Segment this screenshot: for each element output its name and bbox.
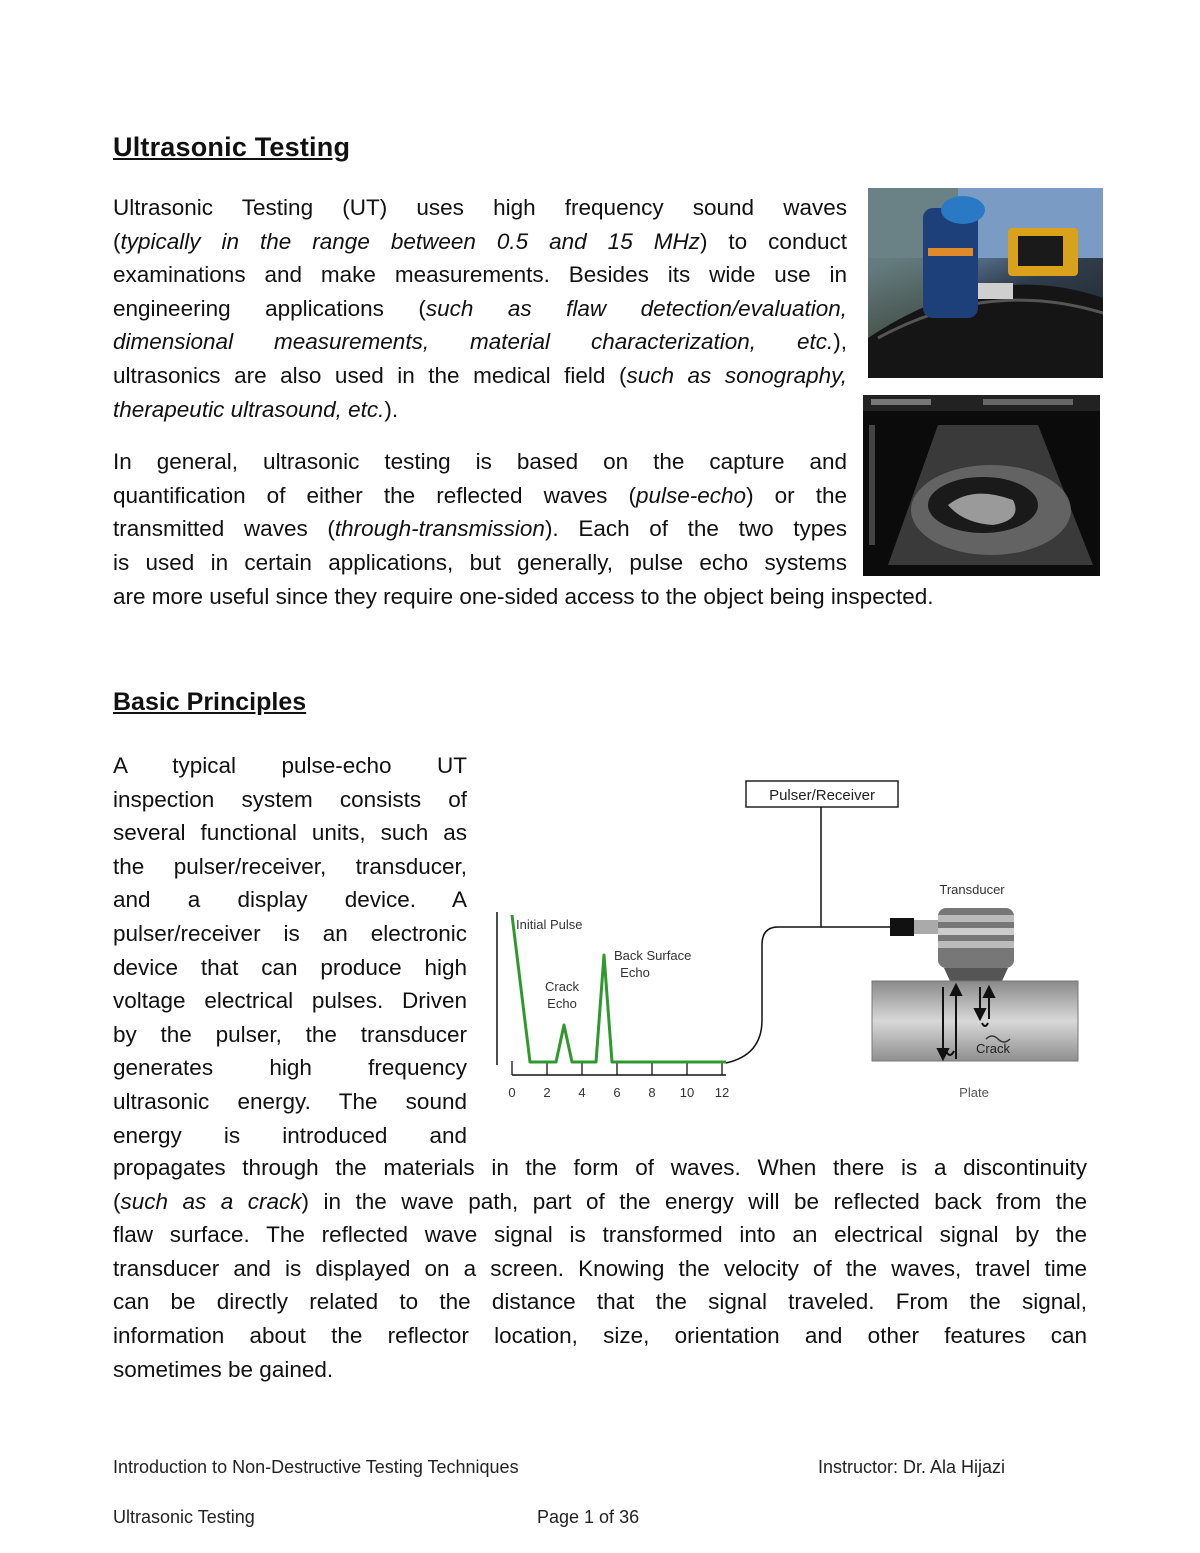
back-surface-label-2: Echo: [620, 965, 650, 980]
tick-label: 6: [613, 1085, 621, 1100]
text-line: and a display device. A: [113, 887, 467, 913]
intro-paragraph: [113, 191, 847, 426]
general-paragraph-tail: are more useful since they require one-sided access to the object being inspected.: [113, 584, 934, 609]
text-line: energy is introduced and: [113, 1122, 467, 1148]
text-line: device that can produce high: [113, 954, 467, 980]
text-line: transmitted waves (through-transmission). Each of the two types: [113, 516, 847, 542]
section-title-basic-principles: Basic Principles: [113, 688, 307, 716]
text-line: several functional units, such as: [113, 820, 467, 846]
text-line: engineering applications (such as flaw detection/evaluation,: [113, 295, 847, 321]
text-line: generates high frequency: [113, 1055, 467, 1081]
footer-course: Introduction to Non-Destructive Testing Techniques: [113, 1457, 519, 1477]
text-line: propagates through the materials in the form of waves. When there is a discontinuity: [113, 1155, 1087, 1180]
tick-label: 2: [543, 1085, 551, 1100]
ascan-ticks: [508, 1061, 729, 1100]
crack-label: Crack: [976, 1041, 1010, 1056]
text-line: sometimes be gained.: [113, 1356, 334, 1382]
tick-label: 0: [508, 1085, 516, 1100]
plate-label: Plate: [959, 1085, 989, 1100]
ut-inspection-photo: [868, 188, 1103, 378]
text-line: examinations and make measurements. Besides its wide use in: [113, 262, 847, 288]
text-line: therapeutic ultrasound, etc.).: [113, 396, 399, 422]
transducer-label: Transducer: [939, 882, 1005, 897]
basic-principles-paragraph: [113, 749, 467, 1152]
text-line: (such as a crack) in the wave path, part of the energy will be reflected back from the: [113, 1188, 1087, 1214]
pulser-receiver-label: Pulser/Receiver: [769, 787, 875, 804]
plate: [872, 981, 1078, 1061]
text-line: Ultrasonic Testing (UT) uses high frequency sound waves: [113, 195, 847, 220]
text-line: quantification of either the reflected waves (pulse-echo) or the: [113, 482, 848, 508]
initial-pulse-label: Initial Pulse: [516, 917, 583, 932]
text-line: pulser/receiver is an electronic: [113, 920, 467, 946]
back-surface-label-1: Back Surface: [614, 948, 692, 963]
tick-label: 12: [714, 1085, 730, 1100]
connector: [890, 918, 914, 936]
transducer-icon: [938, 908, 1014, 981]
text-line: flaw surface. The reflected wave signal is transformed into an electrical signal by the: [113, 1222, 1087, 1248]
general-paragraph: [113, 445, 847, 579]
tick-label: 8: [648, 1085, 656, 1100]
text-line: can be directly related to the distance that the signal traveled. From the signal,: [113, 1289, 1087, 1315]
sonography-image: [863, 395, 1100, 576]
text-line: ultrasonics are also used in the medical field (such as sonography,: [113, 362, 847, 388]
tick-label: 10: [679, 1085, 695, 1100]
tick-label: 4: [578, 1085, 586, 1100]
text-line: inspection system consists of: [113, 786, 467, 812]
text-line: (typically in the range between 0.5 and 15 MHz) to conduct: [113, 228, 847, 254]
text-line: A typical pulse-echo UT: [113, 753, 467, 778]
crack-echo-label-1: Crack: [545, 979, 579, 994]
text-line: by the pulser, the transducer: [113, 1021, 467, 1047]
page-title: Ultrasonic Testing: [113, 132, 351, 162]
text-line: In general, ultrasonic testing is based on the capture and: [113, 449, 847, 474]
text-line: information about the reflector location, size, orientation and other features can: [113, 1322, 1087, 1348]
cable: [726, 807, 821, 1063]
text-line: transducer and is displayed on a screen. Knowing the velocity of the waves, travel time: [113, 1255, 1087, 1281]
text-line: voltage electrical pulses. Driven: [113, 988, 467, 1014]
text-line: is used in certain applications, but generally, pulse echo systems: [113, 549, 847, 575]
footer-page-number: Page 1 of 36: [537, 1507, 640, 1527]
footer-instructor: Instructor: Dr. Ala Hijazi: [818, 1457, 1006, 1477]
crack-echo-label-2: Echo: [547, 996, 577, 1011]
footer-topic: Ultrasonic Testing: [113, 1507, 255, 1527]
basic-principles-paragraph-tail: [113, 1151, 1087, 1386]
text-line: dimensional measurements, material characterization, etc.),: [113, 329, 847, 355]
text-line: ultrasonic energy. The sound: [113, 1088, 467, 1114]
pulse-echo-diagram: [490, 775, 1090, 1105]
text-line: the pulser/receiver, transducer,: [113, 853, 467, 879]
